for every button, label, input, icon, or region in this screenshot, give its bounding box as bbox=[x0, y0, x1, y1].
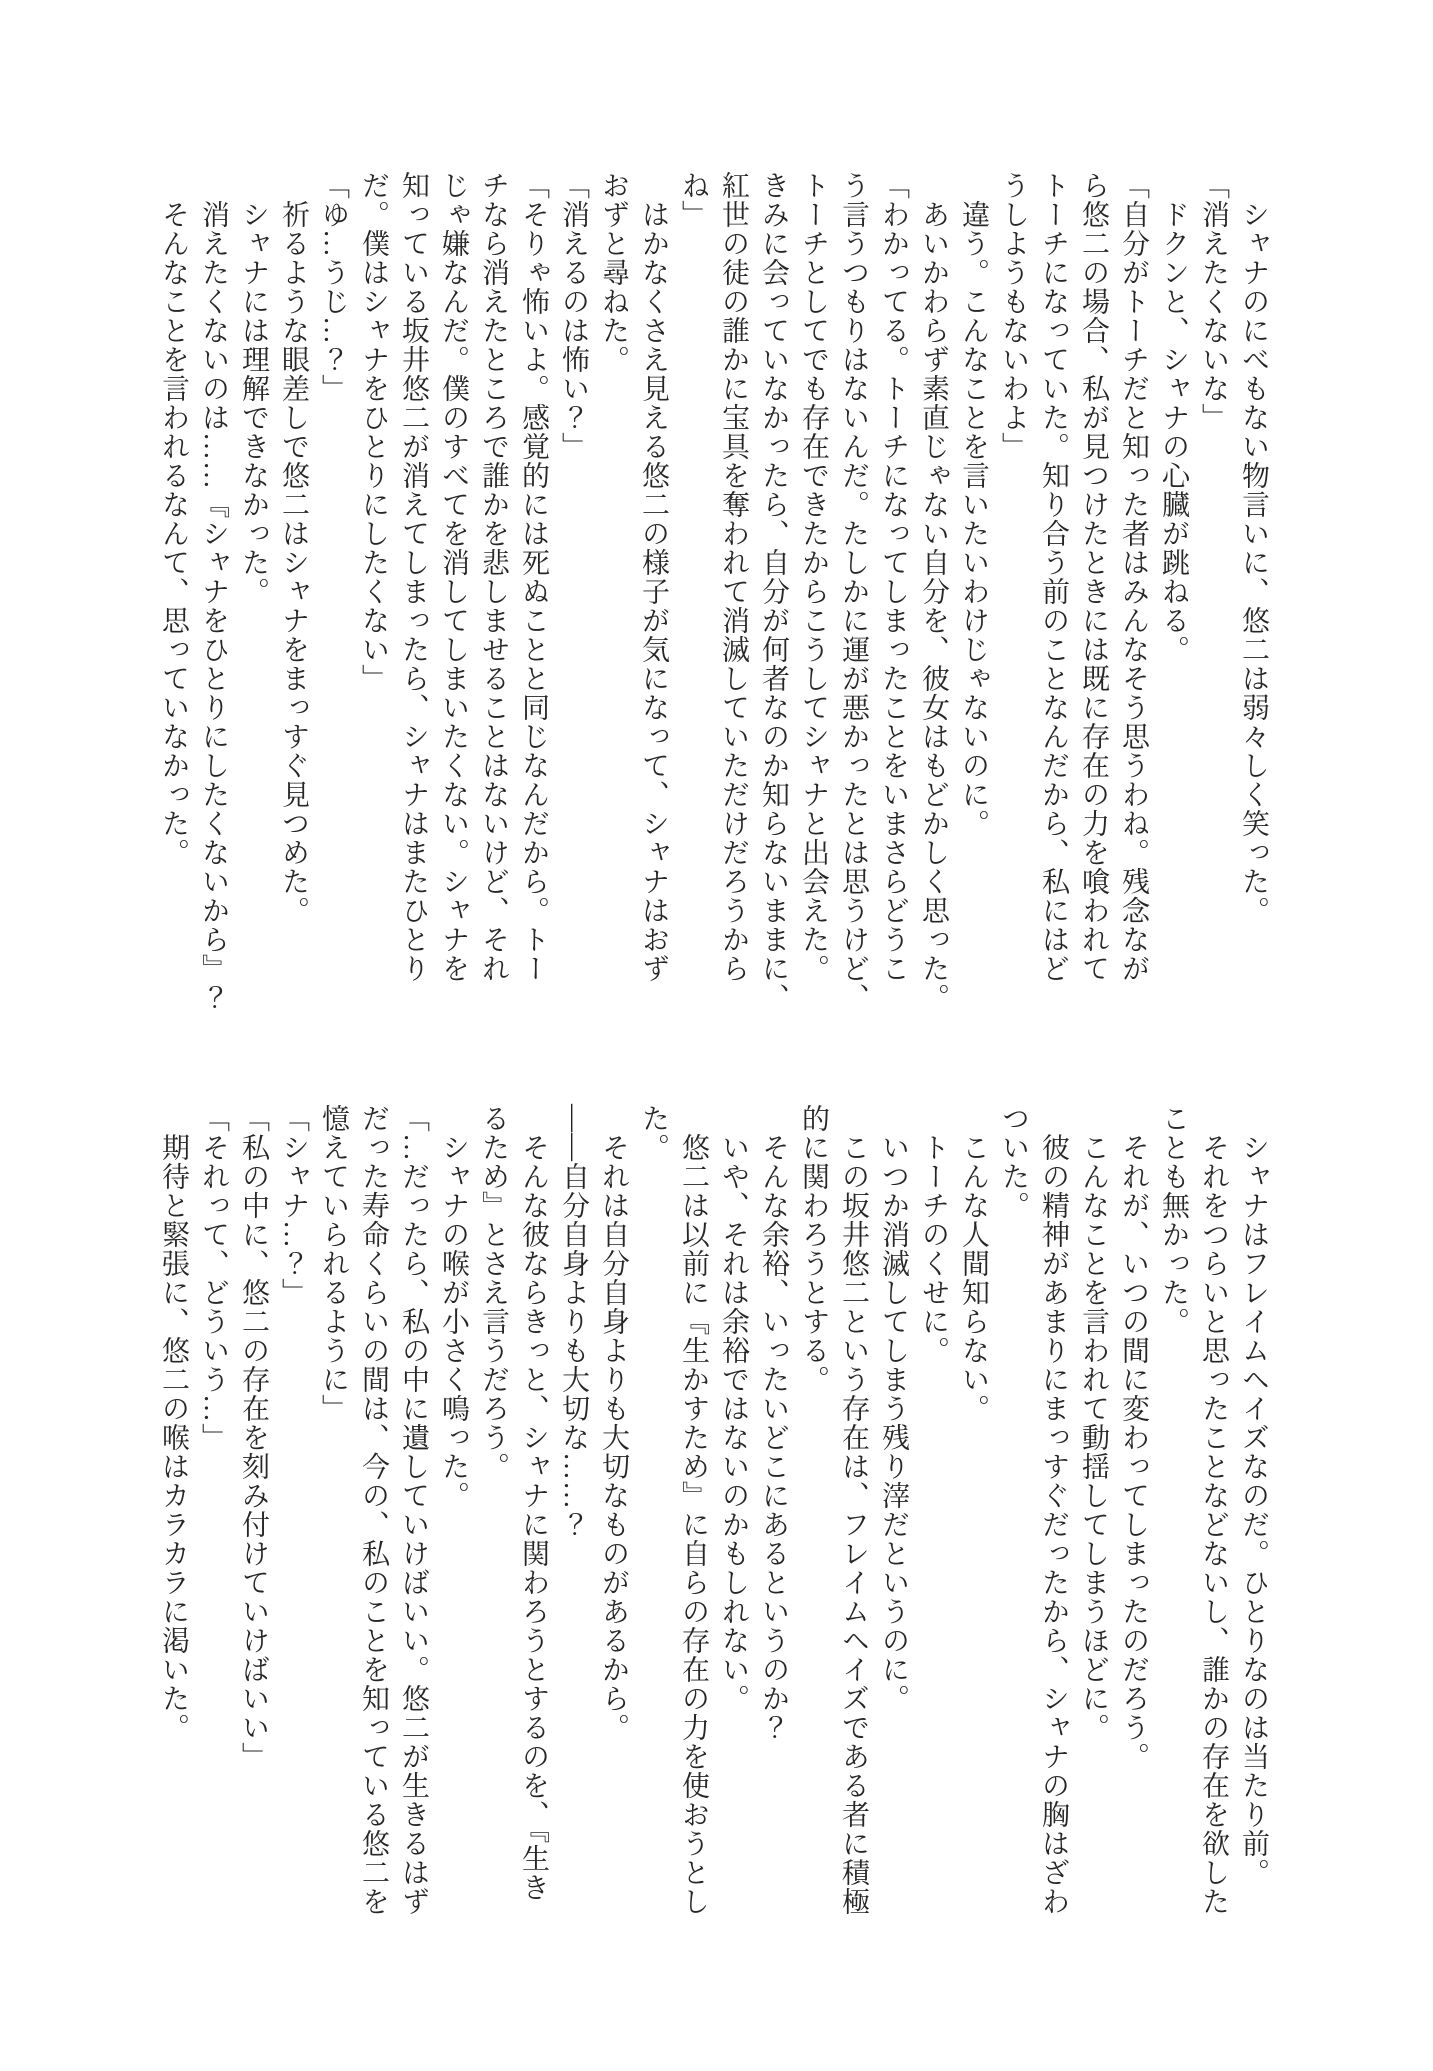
text-line: それは自分自身よりも大切なものがあるから。 bbox=[598, 1104, 629, 1742]
text-line: そんな余裕、いったいどこにあるというのか？ bbox=[758, 1104, 789, 1742]
text-line: 彼の精神があまりにまっすぐだったから、シャナの胸はざわ bbox=[1038, 1104, 1069, 1916]
text-line: こんなことを言われて動揺してしまうほどに。 bbox=[1078, 1104, 1109, 1742]
text-line: 違う。こんなことを言いたいわけじゃないのに。 bbox=[958, 171, 989, 838]
text-line: 期待と緊張に、悠二の喉はカラカラに渇いた。 bbox=[158, 1104, 189, 1742]
text-line: じゃ嫌なんだ。僕のすべてを消してしまいたくない。シャナを bbox=[438, 171, 469, 983]
text-line: だった寿命くらいの間は、今の、私のことを知っている悠二を bbox=[358, 1104, 389, 1916]
text-line: 「…だったら、私の中に遺していけばいい。悠二が生きるはず bbox=[398, 1104, 429, 1916]
text-line: た。 bbox=[638, 1104, 669, 1162]
passage-top bbox=[153, 171, 1273, 1012]
text-line: 「消えるのは怖い？」 bbox=[558, 171, 589, 461]
text-line: トーチのくせに。 bbox=[918, 1104, 949, 1365]
text-line: この坂井悠二という存在は、フレイムヘイズである者に積極 bbox=[838, 1104, 869, 1916]
text-line: いや、それは余裕ではないのかもしれない。 bbox=[718, 1104, 749, 1713]
text-line: ら悠二の場合、私が見つけたときには既に存在の力を喰われて bbox=[1078, 171, 1109, 983]
text-line: 「私の中に、悠二の存在を刻み付けていけばいい」 bbox=[238, 1104, 269, 1771]
text-line: 憶えていられるように」 bbox=[318, 1104, 349, 1423]
text-line: 祈るような眼差しで悠二はシャナをまっすぐ見つめた。 bbox=[278, 171, 309, 925]
text-line: う言うつもりはないんだ。たしかに運が悪かったとは思うけど、 bbox=[838, 171, 869, 1012]
text-line: るため』とさえ言うだろう。 bbox=[478, 1104, 509, 1481]
text-line: トーチになっていた。知り合う前のことなんだから、私にはど bbox=[1038, 171, 1069, 983]
passage-bottom bbox=[153, 1104, 1273, 1924]
text-line: ついた。 bbox=[998, 1104, 1029, 1220]
text-line: シャナの喉が小さく鳴った。 bbox=[438, 1104, 469, 1510]
text-line: 「そりゃ怖いよ。感覚的には死ぬことと同じなんだから。トー bbox=[518, 171, 549, 983]
text-line: ――自分自身よりも大切な……？ bbox=[558, 1104, 589, 1539]
text-line: うしようもないわよ」 bbox=[998, 171, 1029, 461]
text-line: こんな人間知らない。 bbox=[958, 1104, 989, 1423]
text-line: トーチとしてでも存在できたからこうしてシャナと出会えた。 bbox=[798, 171, 829, 983]
text-line: ことも無かった。 bbox=[1158, 1104, 1189, 1336]
text-line: シャナのにべもない物言いに、悠二は弱々しく笑った。 bbox=[1238, 171, 1269, 925]
text-line: ドクンと、シャナの心臓が跳ねる。 bbox=[1158, 171, 1189, 664]
text-line: そんな彼ならきっと、シャナに関わろうとするのを、『生き bbox=[518, 1104, 549, 1902]
text-line: 「自分がトーチだと知った者はみんなそう思うわね。残念なが bbox=[1118, 171, 1149, 983]
text-line: いつか消滅してしまう残り滓だというのに。 bbox=[878, 1104, 909, 1713]
text-line: 「シャナ…？」 bbox=[278, 1104, 309, 1307]
text-line: きみに会っていなかったら、自分が何者なのか知らないままに、 bbox=[758, 171, 789, 1012]
text-line: それをつらいと思ったことなどないし、誰かの存在を欲した bbox=[1198, 1104, 1229, 1916]
text-line: そんなことを言われるなんて、思っていなかった。 bbox=[158, 171, 189, 867]
text-line: はかなくさえ見える悠二の様子が気になって、シャナはおず bbox=[638, 171, 669, 983]
text-line: シャナはフレイムヘイズなのだ。ひとりなのは当たり前。 bbox=[1238, 1104, 1269, 1887]
text-line: 悠二は以前に『生かすため』に自らの存在の力を使おうとし bbox=[678, 1104, 709, 1916]
text-line: 「わかってる。トーチになってしまったことをいまさらどうこ bbox=[878, 171, 909, 983]
text-line: おずと尋ねた。 bbox=[598, 171, 629, 374]
text-line: 紅世の徒の誰かに宝具を奪われて消滅していただけだろうから bbox=[718, 171, 749, 983]
text-line: 「ゆ…うじ…？」 bbox=[318, 171, 349, 403]
text-line: あいかわらず素直じゃない自分を、彼女はもどかしく思った。 bbox=[918, 171, 949, 1012]
text-line: 消えたくないのは……『シャナをひとりにしたくないから』？ bbox=[198, 171, 229, 1012]
text-line: シャナには理解できなかった。 bbox=[238, 171, 269, 606]
text-line: 知っている坂井悠二が消えてしまったら、シャナはまたひとり bbox=[398, 171, 429, 983]
text-line: ね」 bbox=[678, 171, 709, 229]
text-line: 「消えたくないな」 bbox=[1198, 171, 1229, 432]
text-line: だ。僕はシャナをひとりにしたくない」 bbox=[358, 171, 389, 693]
text-line: 的に関わろうとする。 bbox=[798, 1104, 829, 1394]
text-line: チなら消えたところで誰かを悲しませることはないけど、それ bbox=[478, 171, 509, 983]
text-line: 「それって、どういう…」 bbox=[198, 1104, 229, 1452]
text-line: それが、いつの間に変わってしまったのだろう。 bbox=[1118, 1104, 1149, 1771]
